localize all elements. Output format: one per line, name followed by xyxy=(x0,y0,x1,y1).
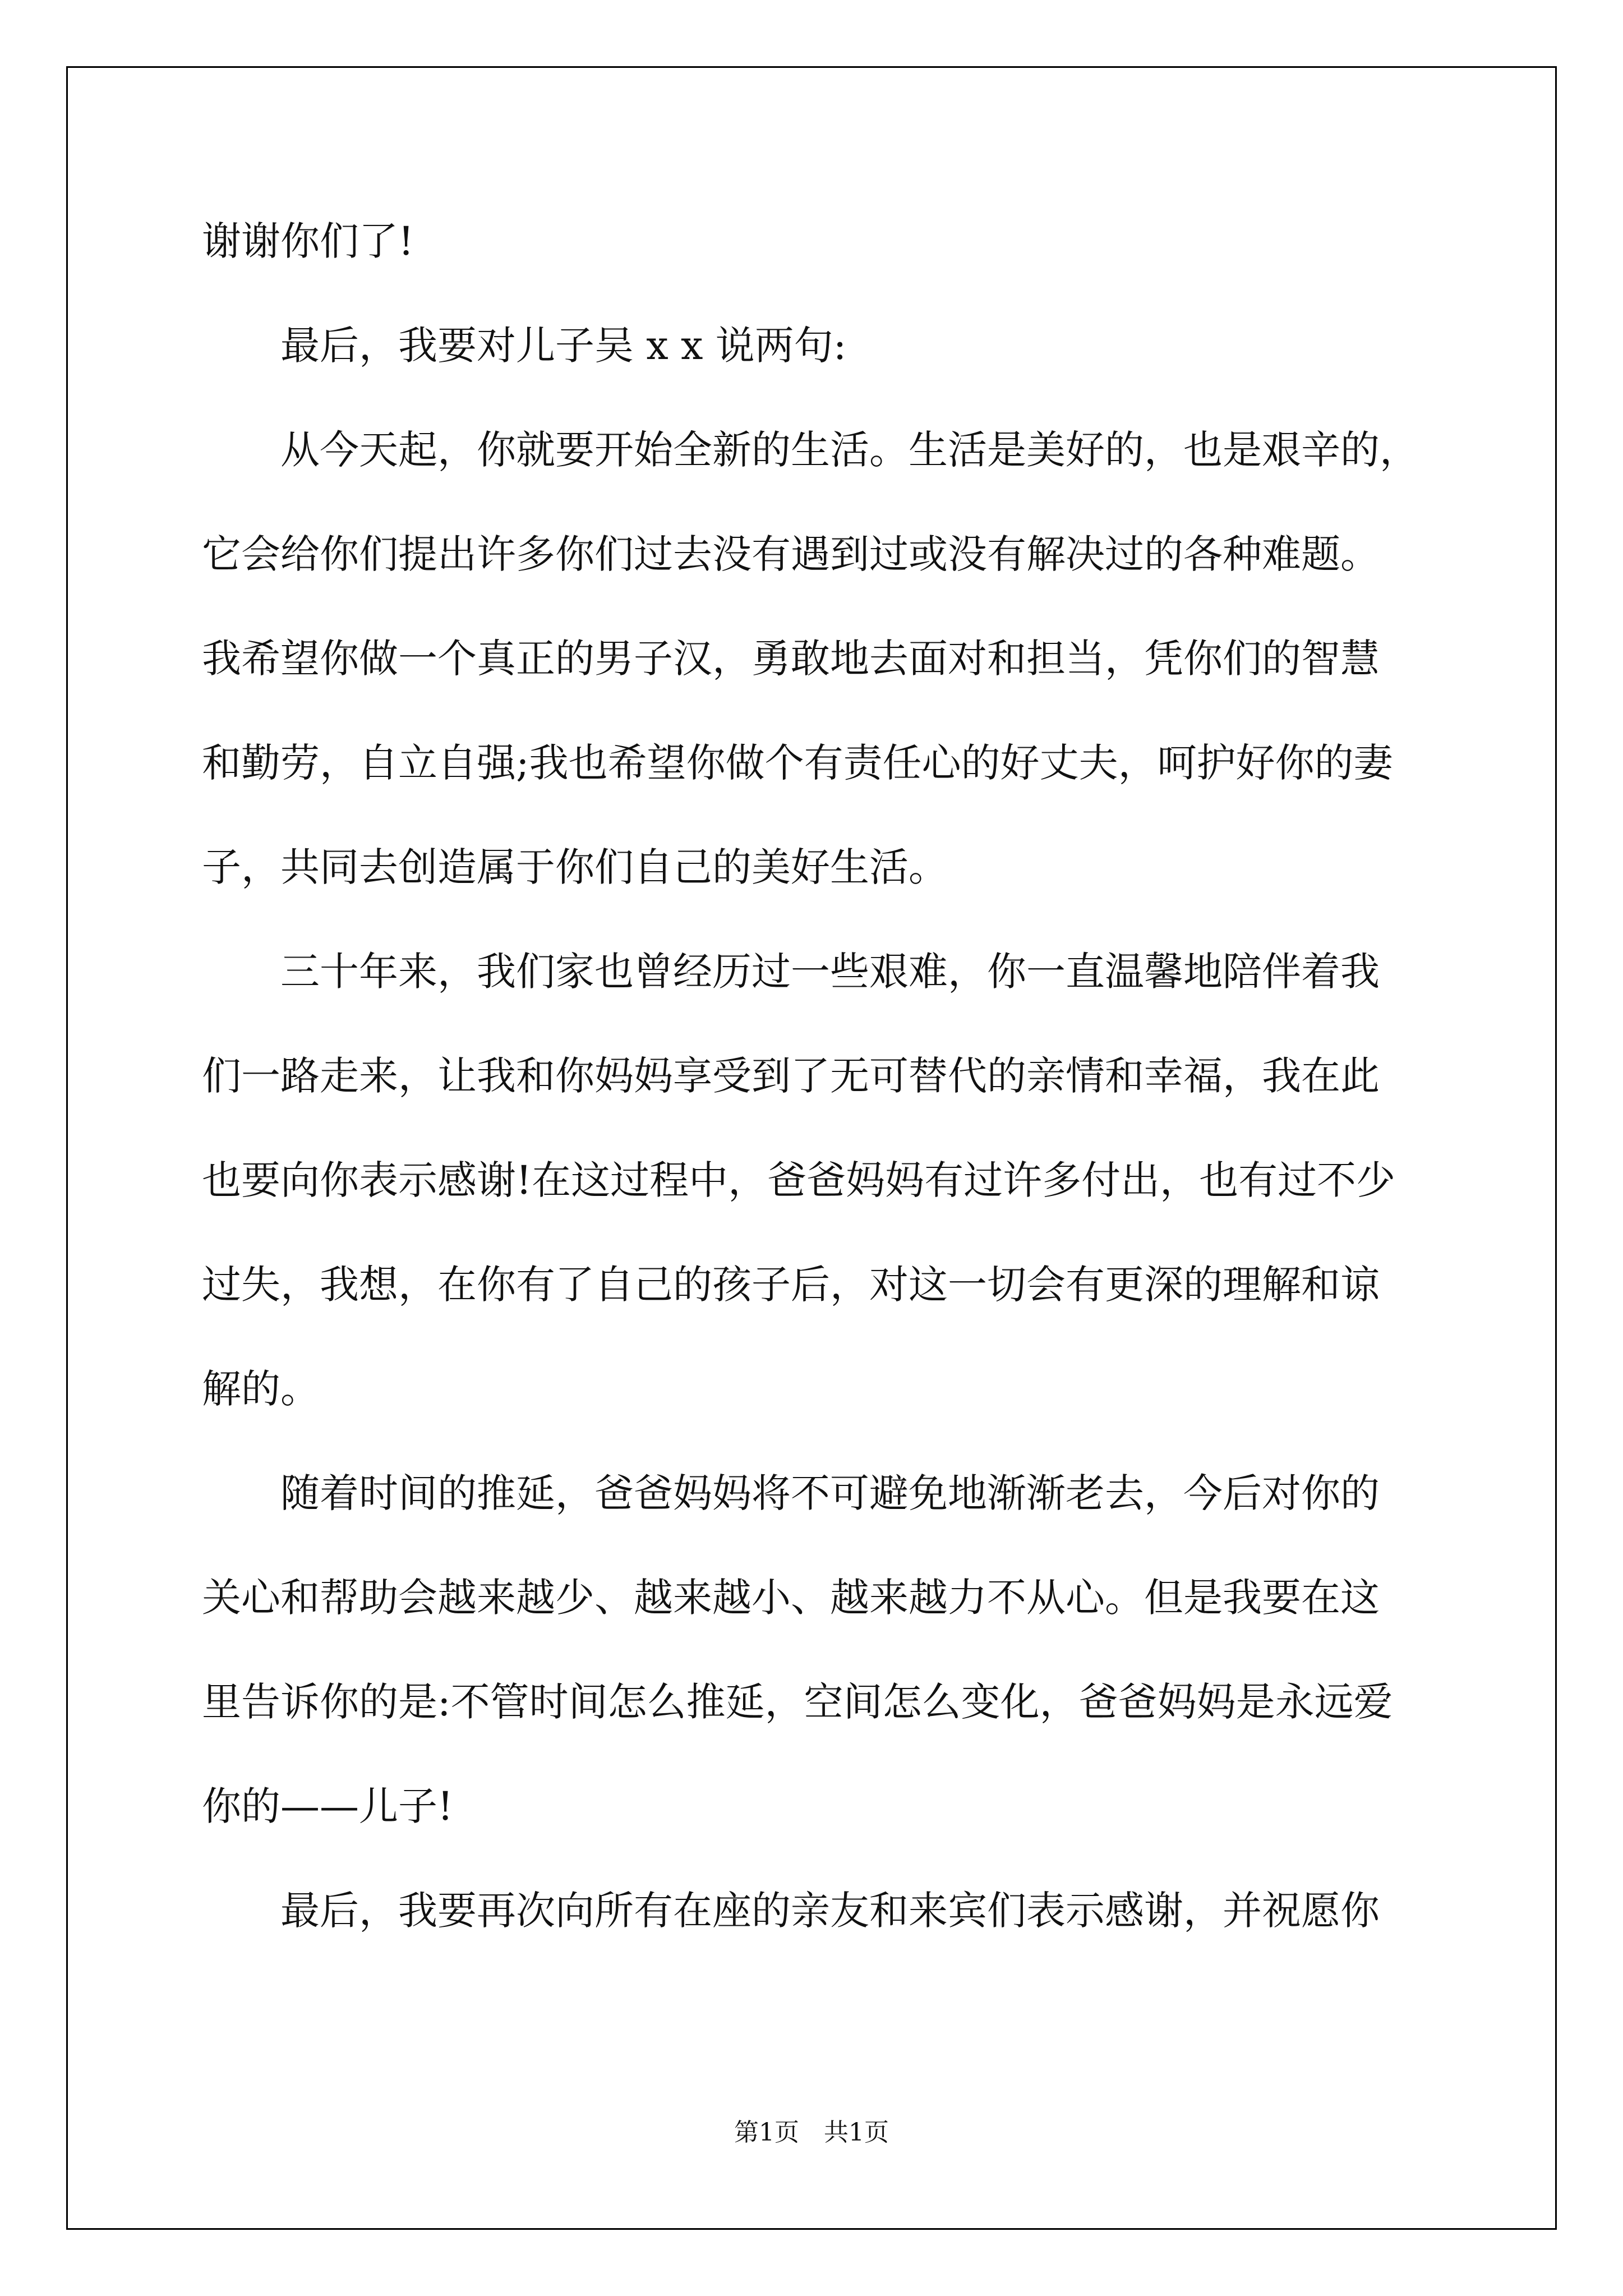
text-line-10: 也要向你表示感谢!在这过程中，爸爸妈妈有过许多付出，也有过不少 xyxy=(202,1157,1396,1203)
text-line-14: 关心和帮助会越来越少、越来越小、越来越力不从心。但是我要在这 xyxy=(202,1575,1380,1621)
text-line-15: 里告诉你的是:不管时间怎么推延，空间怎么变化，爸爸妈妈是永远爱 xyxy=(202,1679,1393,1725)
text-line-9: 们一路走来，让我和你妈妈享受到了无可替代的亲情和幸福，我在此 xyxy=(202,1053,1380,1099)
text-line-1: 谢谢你们了! xyxy=(202,218,414,264)
text-line-17: 最后，我要再次向所有在座的亲友和来宾们表示感谢，并祝愿你 xyxy=(280,1888,1380,1934)
text-line-3: 从今天起，你就要开始全新的生活。生活是美好的，也是艰辛的， xyxy=(280,427,1419,473)
text-line-7: 子，共同去创造属于你们自己的美好生活。 xyxy=(202,844,948,890)
text-line-16: 你的——儿子! xyxy=(202,1783,454,1829)
text-line-2: 最后，我要对儿子吴 x x 说两句: xyxy=(280,323,847,369)
document-body xyxy=(202,208,1436,1981)
text-line-12: 解的。 xyxy=(202,1366,320,1412)
text-line-6: 和勤劳，自立自强;我也希望你做个有责任心的好丈夫，呵护好你的妻 xyxy=(202,740,1393,786)
text-line-4: 它会给你们提出许多你们过去没有遇到过或没有解决过的各种难题。 xyxy=(202,531,1380,577)
text-line-13: 随着时间的推延，爸爸妈妈将不可避免地渐渐老去，今后对你的 xyxy=(280,1470,1380,1516)
text-line-5: 我希望你做一个真正的男子汉，勇敢地去面对和担当，凭你们的智慧 xyxy=(202,636,1380,682)
page-footer: 第1页 共1页 xyxy=(734,2118,889,2147)
text-line-8: 三十年来，我们家也曾经历过一些艰难，你一直温馨地陪伴着我 xyxy=(280,949,1380,995)
text-line-11: 过失，我想，在你有了自己的孩子后，对这一切会有更深的理解和谅 xyxy=(202,1262,1380,1308)
